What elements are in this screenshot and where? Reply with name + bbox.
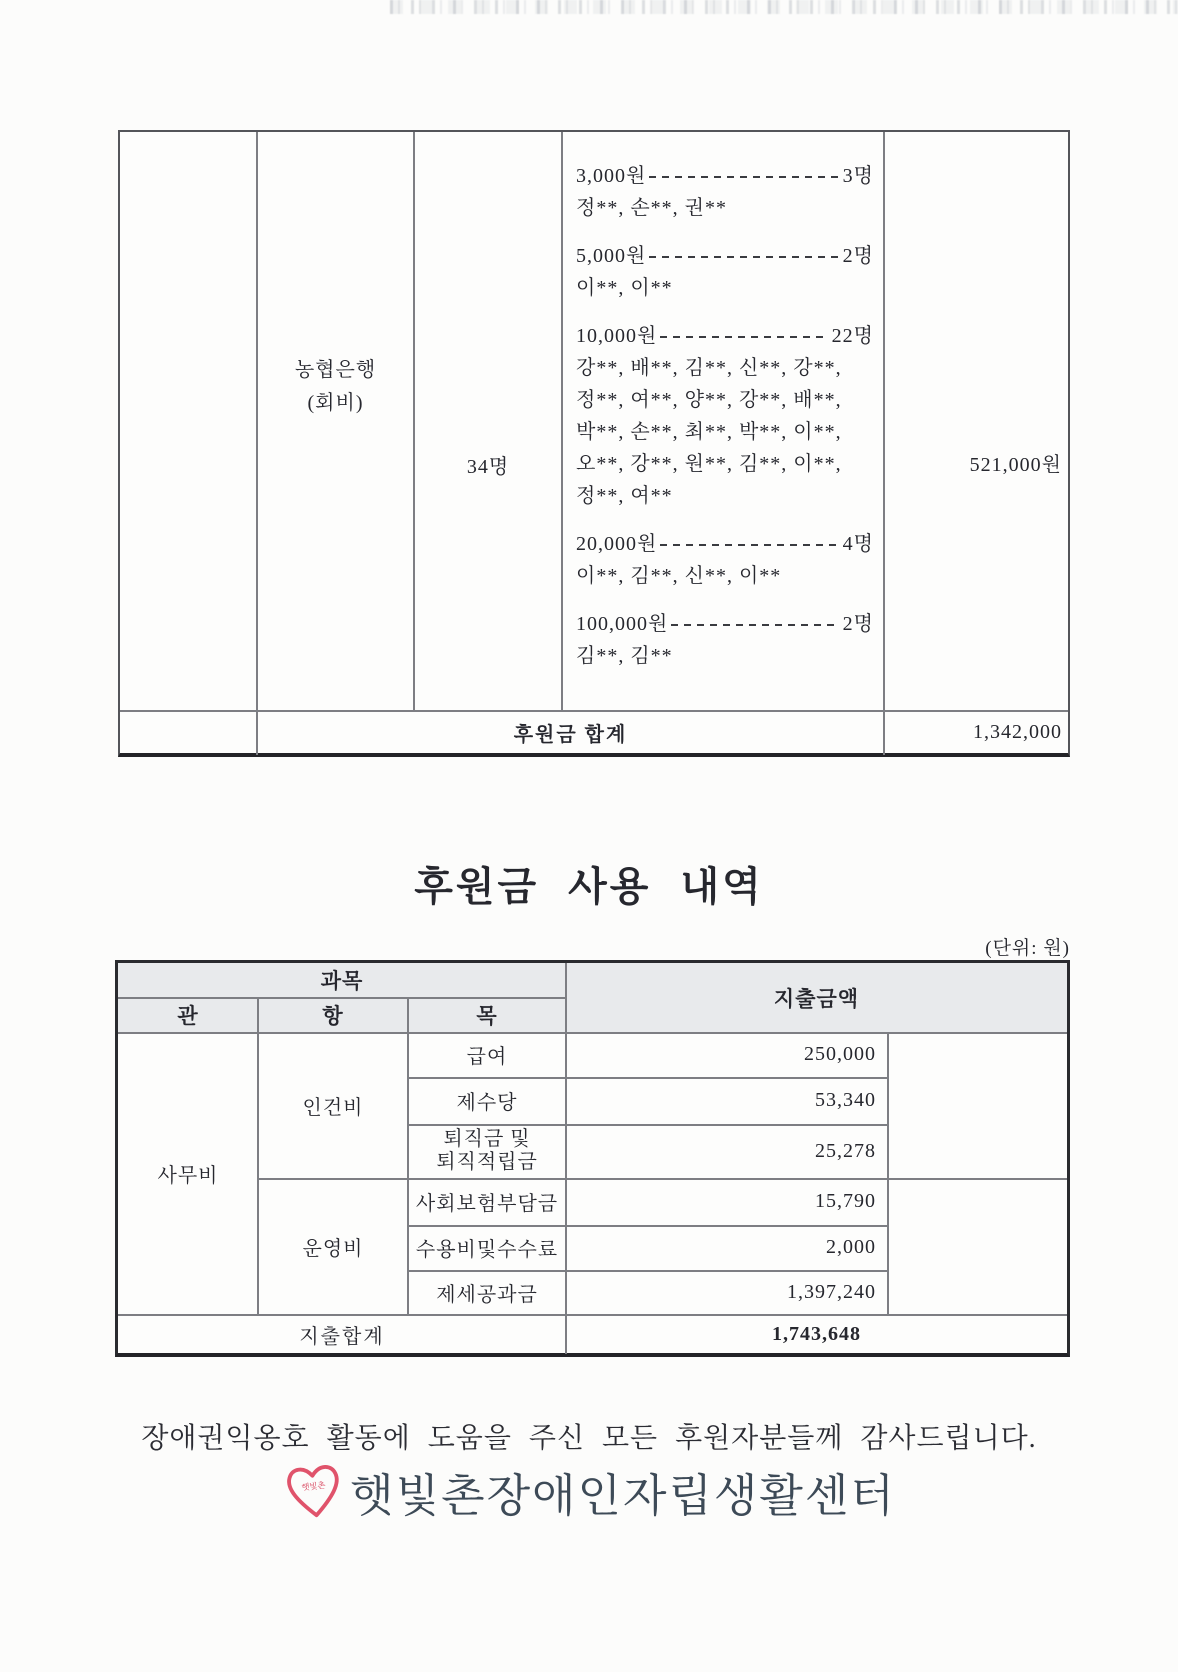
tier-names-line: 오**, 강**, 원**, 김**, 이**, (576, 453, 842, 475)
expense-amount: 15,790 (815, 1190, 876, 1212)
bank-subtitle: (회비) (307, 392, 364, 414)
expense-item: 제수당 (456, 1092, 518, 1114)
tier-amount: 5,000원 (576, 245, 647, 267)
unit-note: (단위: 원) (985, 938, 1070, 959)
tier-amount-line (576, 320, 874, 352)
tier-names-line: 정**, 여**, 양**, 강**, 배**, (576, 389, 842, 411)
heart-inner-text: 햇빛촌 (301, 1479, 327, 1493)
tier-amount: 10,000원 (576, 325, 658, 347)
expense-gwan-value: 사무비 (157, 1164, 219, 1187)
tier-20000 (576, 528, 874, 592)
expense-item (408, 1124, 566, 1178)
tier-names-line: 이**, 김**, 신**, 이** (576, 565, 782, 587)
expense-item: 사회보험부담금 (415, 1193, 559, 1215)
header-mok: 목 (408, 997, 566, 1032)
expense-amount: 53,340 (815, 1089, 876, 1111)
expense-total-label: 지출합계 (299, 1325, 385, 1348)
expense-amount: 1,397,240 (787, 1280, 876, 1303)
header-hang: 항 (258, 997, 408, 1032)
scan-artifact-noise (390, 0, 1178, 14)
expense-amount: 2,000 (826, 1236, 876, 1258)
tier-names-line: 정**, 여** (576, 485, 673, 507)
expense-hang-personnel: 인건비 (302, 1096, 364, 1119)
tier-3000 (576, 160, 874, 224)
bank-name: 농협은행 (294, 359, 377, 381)
header-gwan: 관 (118, 997, 258, 1032)
thanks-text: 장애권익옹호 활동에 도움을 주신 모든 후원자분들께 감사드립니다. (141, 1423, 1037, 1454)
expense-total-value: 1,743,648 (772, 1322, 861, 1345)
tier-names-line: 강**, 배**, 김**, 신**, 강**, (576, 357, 842, 379)
tier-amount-line (576, 240, 874, 272)
logo-text: 햇빛촌장애인자립생활센터 (350, 1469, 896, 1521)
tier-amount: 20,000원 (576, 533, 658, 555)
expense-item: 급여 (466, 1046, 508, 1068)
tier-count: 4명 (842, 533, 874, 555)
header-subject: 과목 (118, 963, 566, 997)
tier-10000 (576, 320, 874, 512)
tier-amount-line (576, 160, 874, 192)
header-amount: 지출금액 (566, 963, 1067, 1032)
tier-100000 (576, 608, 874, 672)
donation-table (118, 130, 1070, 757)
tier-count: 2명 (842, 245, 874, 267)
t1-divider-col1 (256, 132, 258, 755)
expense-amount: 25,278 (815, 1139, 876, 1162)
tier-amount: 100,000원 (576, 613, 669, 635)
expense-item: 제세공과금 (436, 1283, 538, 1306)
tier-names-line: 박**, 손**, 최**, 박**, 이**, (576, 421, 842, 443)
donation-total-label: 후원금 합계 (513, 724, 628, 746)
heart-icon (282, 1458, 346, 1524)
t1-divider-col2 (413, 132, 415, 710)
donation-tier-list (562, 160, 884, 688)
tier-count: 22명 (831, 325, 874, 347)
tier-dash-leader (660, 544, 839, 546)
expense-hang-operating: 운영비 (302, 1237, 364, 1260)
expense-item-line1: 퇴직금 및 (443, 1128, 531, 1150)
donation-total-value: 1,342,000 (973, 721, 1062, 743)
tier-count: 3명 (842, 165, 874, 187)
tier-dash-leader (649, 256, 839, 258)
usage-section-title: 후원금 사용 내역 (414, 864, 764, 909)
expense-amount: 250,000 (804, 1043, 876, 1065)
expense-item: 수용비및수수료 (415, 1239, 559, 1261)
tier-names-line: 김**, 김** (576, 645, 673, 667)
t2-line-subject-bottom (118, 997, 566, 999)
tier-names-line: 정**, 손**, 권** (576, 197, 727, 219)
donation-subtotal-amount: 521,000원 (969, 453, 1062, 476)
donor-count: 34명 (466, 456, 510, 478)
tier-count: 2명 (842, 613, 874, 635)
tier-amount-line (576, 608, 874, 640)
expense-table (115, 960, 1070, 1357)
tier-names-line: 이**, 이** (576, 277, 673, 299)
center-logo (0, 1458, 1178, 1524)
tier-amount: 3,000원 (576, 165, 647, 187)
tier-dash-leader (671, 624, 839, 626)
expense-item-line2: 퇴직적립금 (436, 1151, 538, 1173)
tier-amount-line (576, 528, 874, 560)
tier-dash-leader (649, 176, 839, 178)
tier-5000 (576, 240, 874, 304)
donation-bank-cell (257, 354, 414, 420)
tier-dash-leader (660, 336, 828, 338)
